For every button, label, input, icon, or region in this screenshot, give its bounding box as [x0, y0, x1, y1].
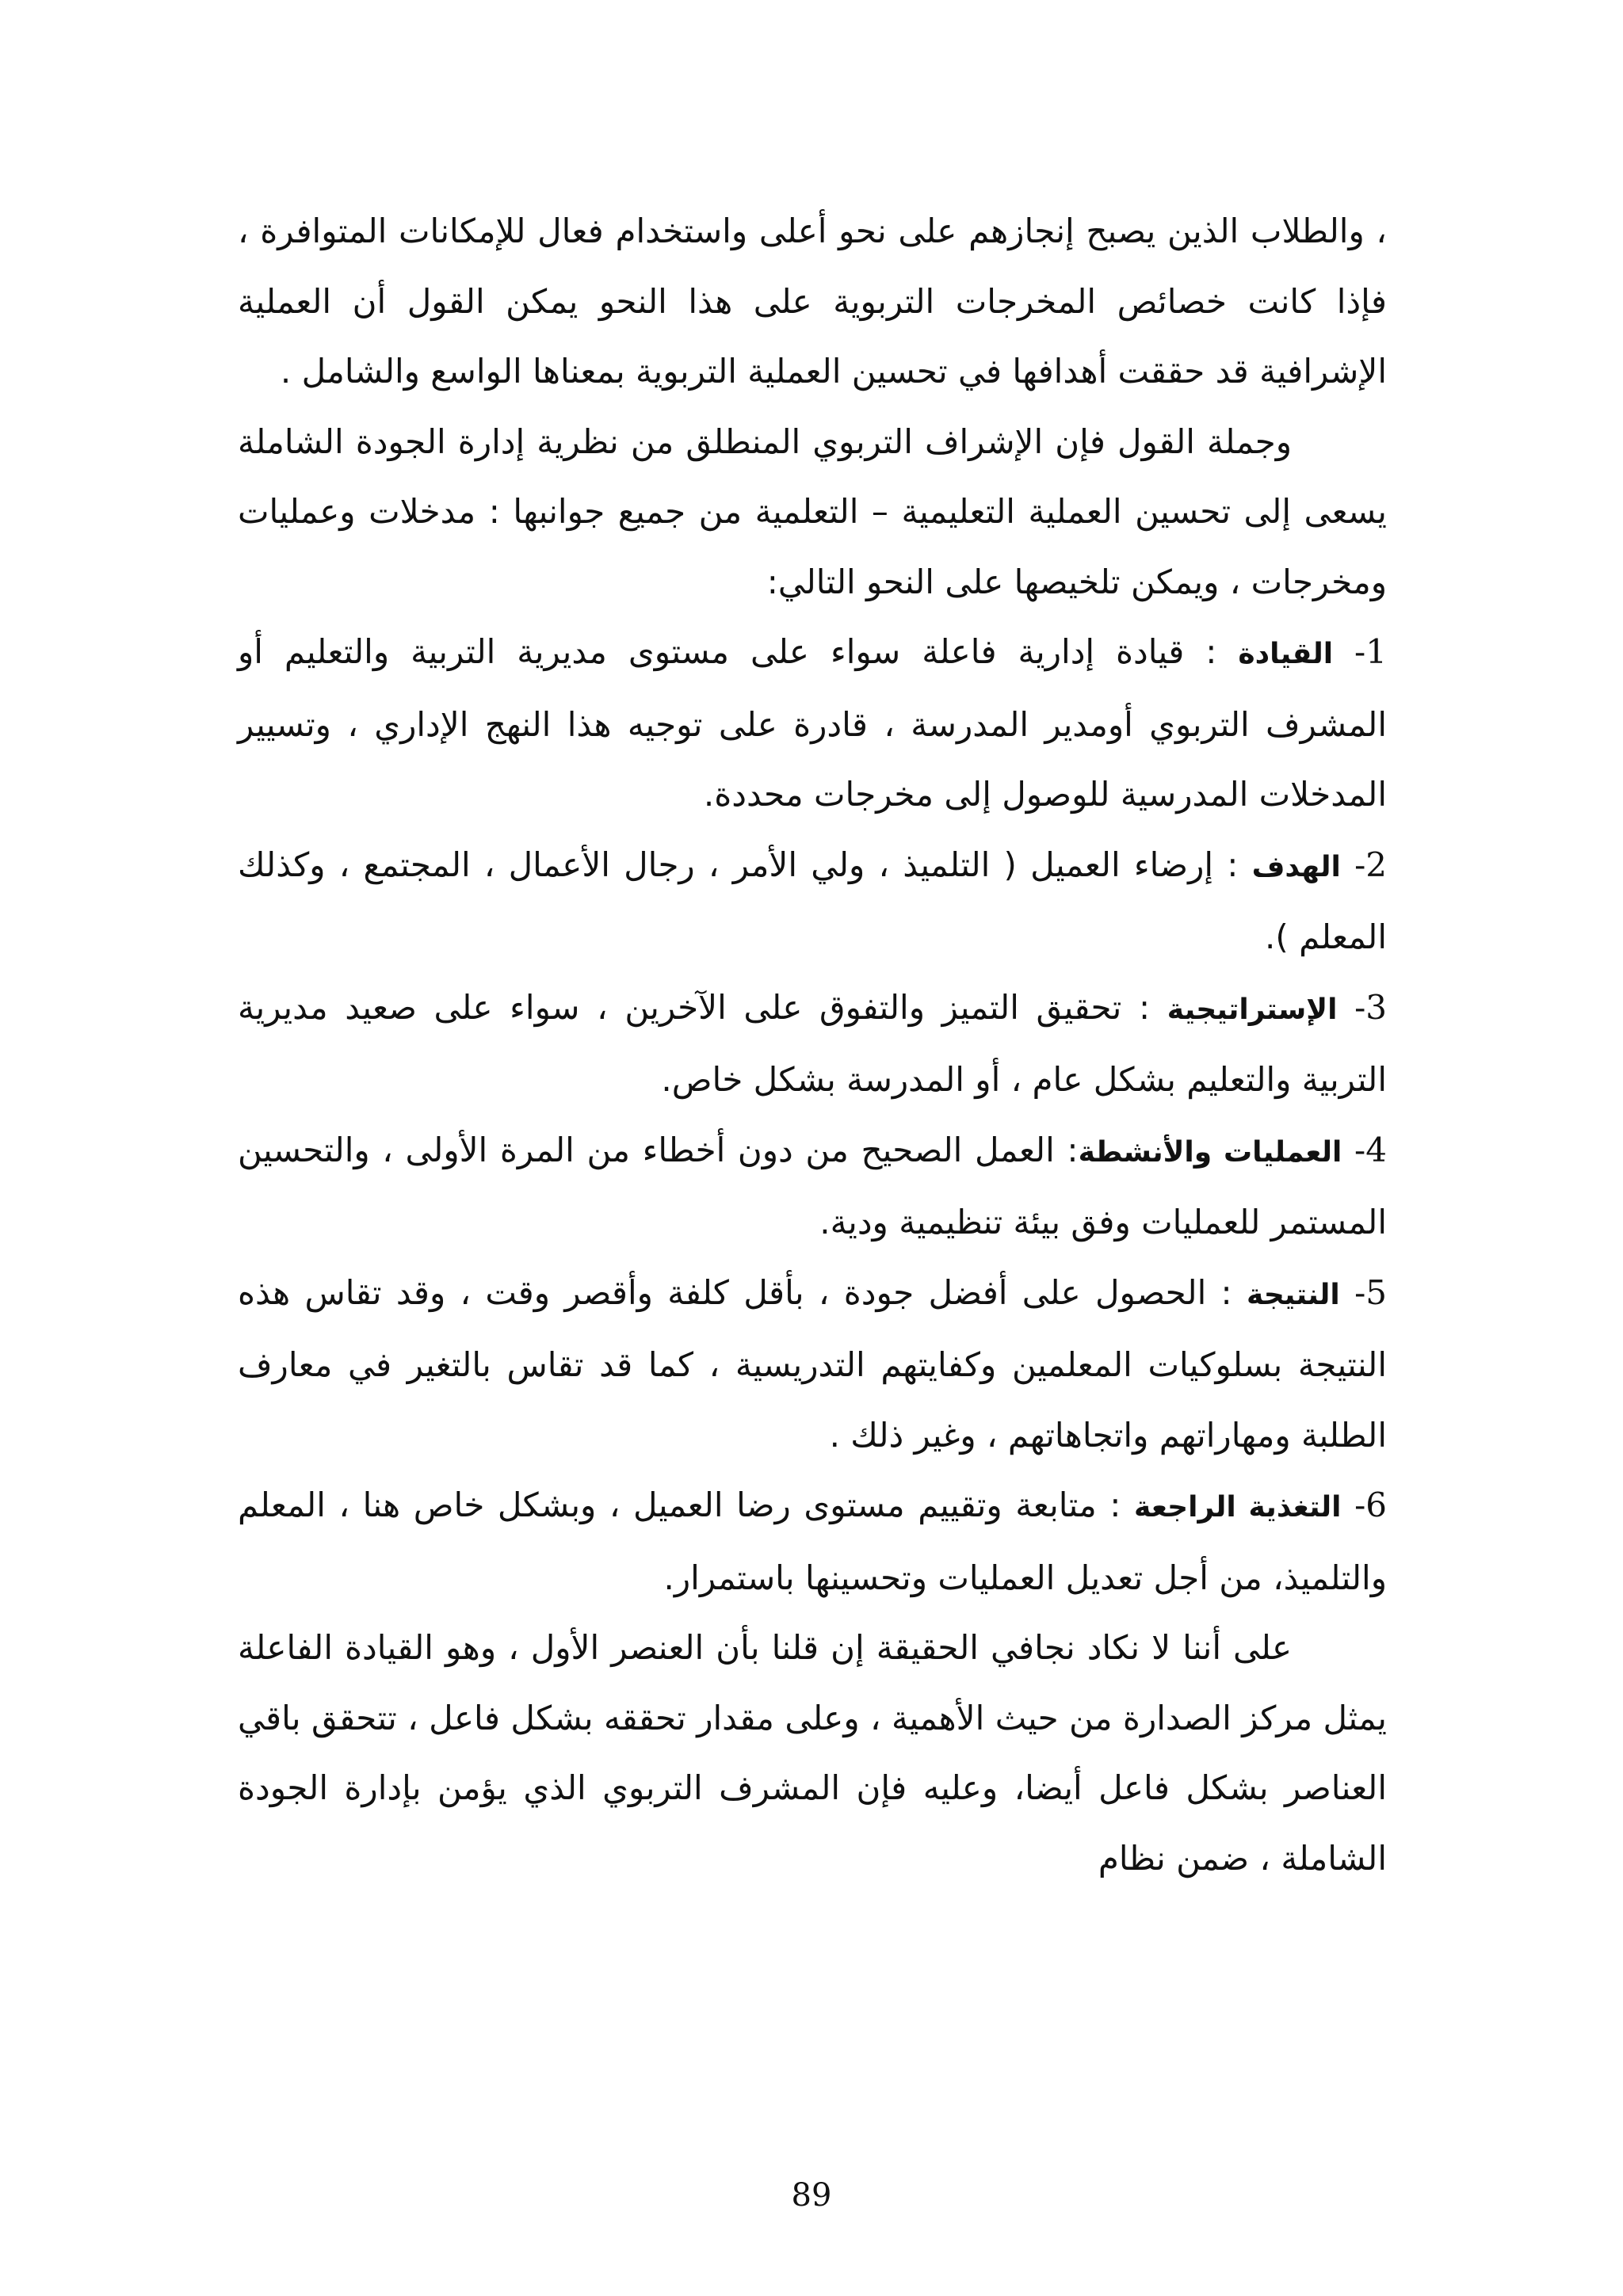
list-item-result — [238, 1258, 1387, 1471]
list-item-goal — [238, 830, 1387, 973]
item-number: 1- — [1333, 632, 1387, 671]
item-number: 3- — [1337, 987, 1387, 1027]
item-term: النتيجة — [1247, 1278, 1340, 1311]
list-item-processes — [238, 1116, 1387, 1258]
item-term: العمليات والأنشطة — [1078, 1135, 1342, 1169]
item-term: القيادة — [1238, 638, 1334, 670]
item-number: 2- — [1340, 845, 1388, 884]
item-number: 6- — [1341, 1486, 1388, 1524]
item-text: : تحقيق التميز والتفوق على الآخرين ، سواء على صعيد مديرية التربية والتعليم بشكل عام ، أو المدرسة بشكل خاص. — [238, 987, 1387, 1099]
item-number: 4- — [1342, 1130, 1387, 1169]
item-term: الهدف — [1251, 850, 1341, 883]
page-number: 89 — [791, 2177, 832, 2214]
list-item-leadership — [238, 617, 1387, 830]
item-term: الإستراتيجية — [1167, 993, 1338, 1026]
list-item-strategy — [238, 973, 1387, 1116]
item-text: : قيادة إدارية فاعلة سواء على مستوى مديرية التربية والتعليم أو المشرف التربوي أومدير المدرسة ، قادرة على توجيه هذا النهج الإداري ، وتسيير المدخلات المدرسية للوصول إلى مخرجات محددة. — [238, 632, 1387, 814]
body-text — [238, 196, 1387, 1894]
item-text: : العمل الصحيح من دون أخطاء من المرة الأولى ، والتحسين المستمر للعمليات وفق بيئة تنظيمية ودية. — [238, 1130, 1387, 1241]
item-term: التغذية الراجعة — [1134, 1491, 1342, 1524]
paragraph-summary: وجملة القول فإن الإشراف التربوي المنطلق من نظرية إدارة الجودة الشاملة يسعى إلى تحسين العملية التعليمية – التعلمية من جميع جوانبها : مدخلات وعمليات ومخرجات ، ويمكن تلخيصها على النحو التالي: — [238, 421, 1387, 601]
list-item-feedback — [238, 1470, 1387, 1613]
item-text: : الحصول على أفضل جودة ، بأقل كلفة وأقصر وقت ، وقد تقاس هذه النتيجة بسلوكيات المعلمين وكفايتهم التدريسية ، كما قد تقاس بالتغير في معارف الطلبة ومهاراتهم واتجاهاتهم ، وغير ذلك . — [238, 1272, 1387, 1455]
item-text: : إرضاء العميل ( التلميذ ، ولي الأمر ، رجال الأعمال ، المجتمع ، وكذلك المعلم ). — [238, 845, 1387, 956]
item-number: 5- — [1339, 1272, 1388, 1312]
item-text: : متابعة وتقييم مستوى رضا العميل ، وبشكل خاص هنا ، المعلم والتلميذ، من أجل تعديل العمليات وتحسينها باستمرار. — [238, 1486, 1387, 1597]
paragraph-closing: على أننا لا نكاد نجافي الحقيقة إن قلنا بأن العنصر الأول ، وهو القيادة الفاعلة يمثل مركز الصدارة من حيث الأهمية ، وعلى مقدار تحققه بشكل فاعل ، تتحقق باقي العناصر بشكل فاعل أيضا، وعليه فإن المشرف التربوي الذي يؤمن بإدارة الجودة الشاملة ، ضمن نظام — [238, 1628, 1387, 1878]
paragraph-continuation: ، والطلاب الذين يصبح إنجازهم على نحو أعلى واستخدام فعال للإمكانات المتوافرة ، فإذا كانت خصائص المخرجات التربوية على هذا النحو يمكن القول أن العملية الإشرافية قد حققت أهدافها في تحسين العملية التربوية بمعناها الواسع والشامل . — [238, 212, 1387, 391]
